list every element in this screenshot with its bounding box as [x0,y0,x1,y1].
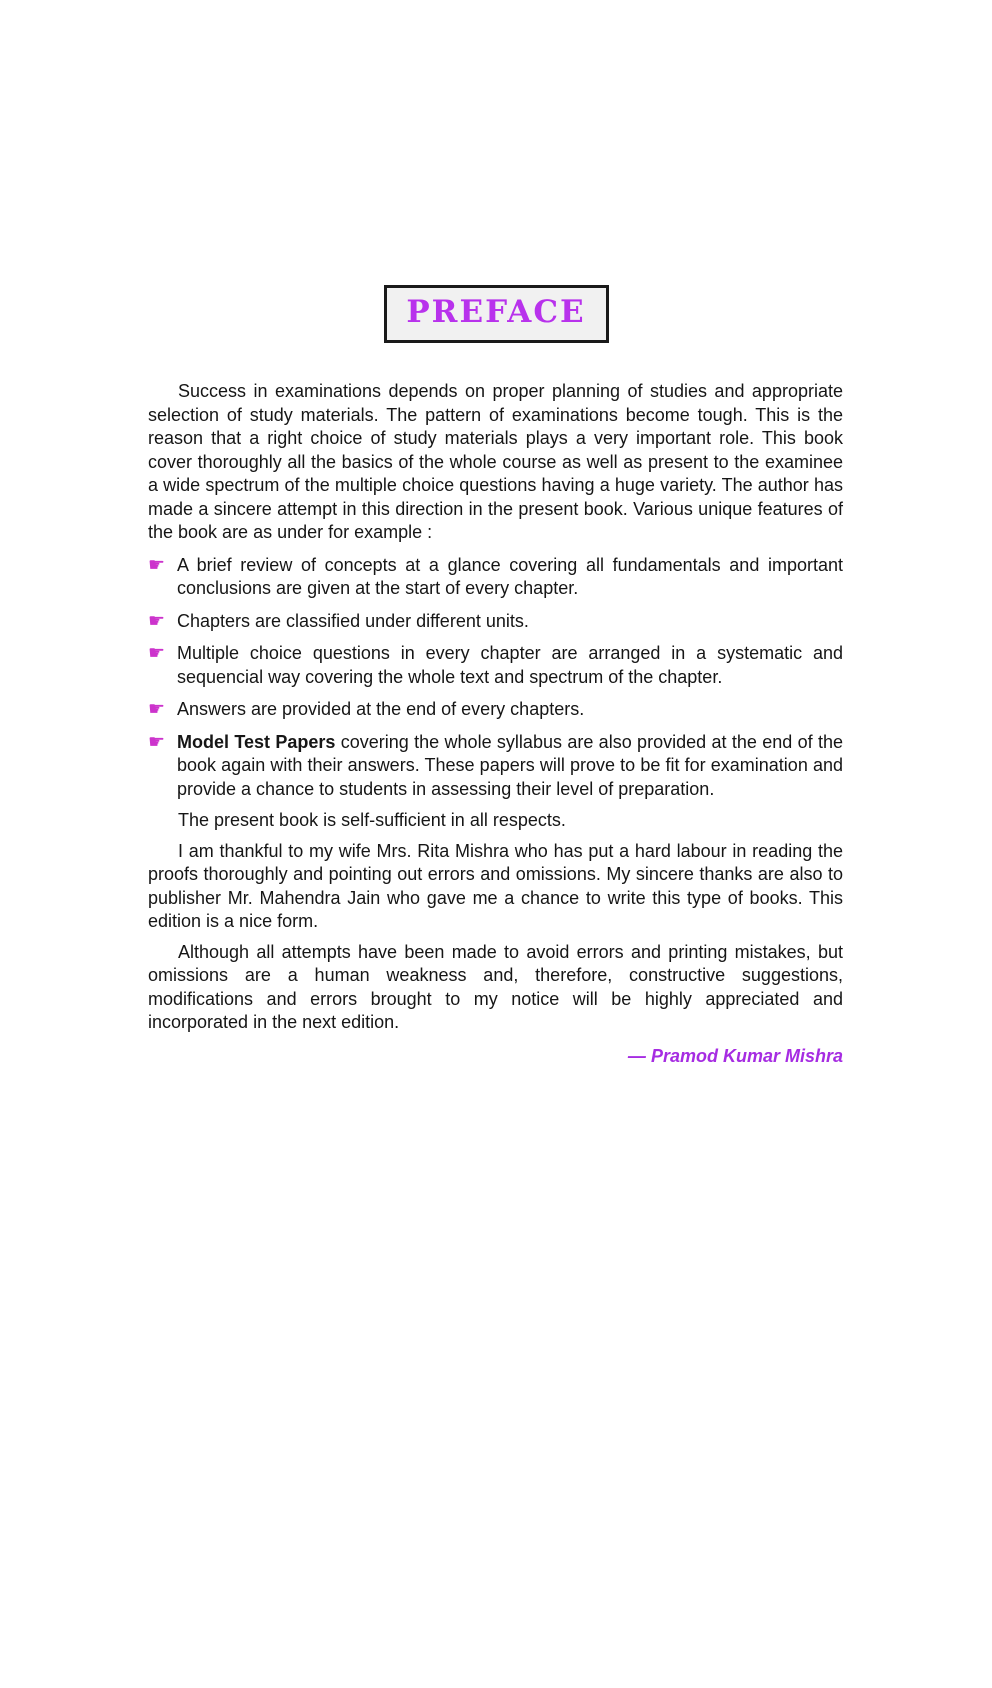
pointing-hand-icon: ☛ [148,610,166,632]
pointing-hand-icon: ☛ [148,643,166,664]
feature-text: A brief review of concepts at a glance covering all fundamentals and important conclusions are given at the start of every chapter. [177,554,843,598]
feature-item [148,554,843,601]
feature-text: Answers are provided at the end of every chapters. [177,699,585,719]
pointing-hand-icon: ☛ [148,699,166,720]
feature-text: Chapters are classified under different units. [177,610,529,631]
feature-item [148,642,843,689]
preface-page [0,285,992,1688]
page-title: PREFACE [406,294,586,330]
signature-name: Pramod Kumar Mishra [650,1045,843,1066]
signature-dash: — [627,1045,646,1066]
pointing-hand-icon: ☛ [148,731,166,753]
content-column [148,380,843,1068]
feature-text-lead: Model Test Papers [177,731,336,752]
feature-text: Multiple choice questions in every chapter are arranged in a systematic and sequencial way covering the whole text and spectrum of the chapter. [177,643,843,687]
pointing-hand-icon: ☛ [148,554,166,576]
intro-paragraph: Success in examinations depends on proper planning of studies and appropriate selection of study materials. The pattern of examinations become tough. This is the reason that a right choice of study materials plays a very important role. This book cover thoroughly all the basics of the whole course as well as present to the examinee a wide spectrum of the multiple choice questions having a huge variety. The author has made a sincere attempt in this direction in the present book. Various unique features of the book are as under for example : [148,381,843,542]
body-paragraph: The present book is self-sufficient in all respects. [178,810,566,830]
feature-text-rest: covering the whole syllabus are also provided at the end of the book again with their answers. These papers will prove to be fit for examination and provide a chance to students in assessing their level of preparation. [177,731,843,799]
signature [148,1044,843,1068]
feature-list [148,554,843,802]
preface-title-box [384,285,609,343]
feature-item [148,610,843,634]
body-paragraph: I am thankful to my wife Mrs. Rita Mishra who has put a hard labour in reading the proofs thoroughly and pointing out errors and omissions. My sincere thanks are also to publisher Mr. Mahendra Jain who gave me a chance to write this type of books. This edition is a nice form. [148,840,843,931]
feature-text [177,731,843,802]
feature-item [148,698,843,722]
feature-item [148,731,843,802]
body-paragraph: Although all attempts have been made to avoid errors and printing mistakes, but omissions are a human weakness and, therefore, constructive suggestions, modifications and errors brought to my notice will be highly appreciated and incorporated in the next edition. [148,941,843,1032]
